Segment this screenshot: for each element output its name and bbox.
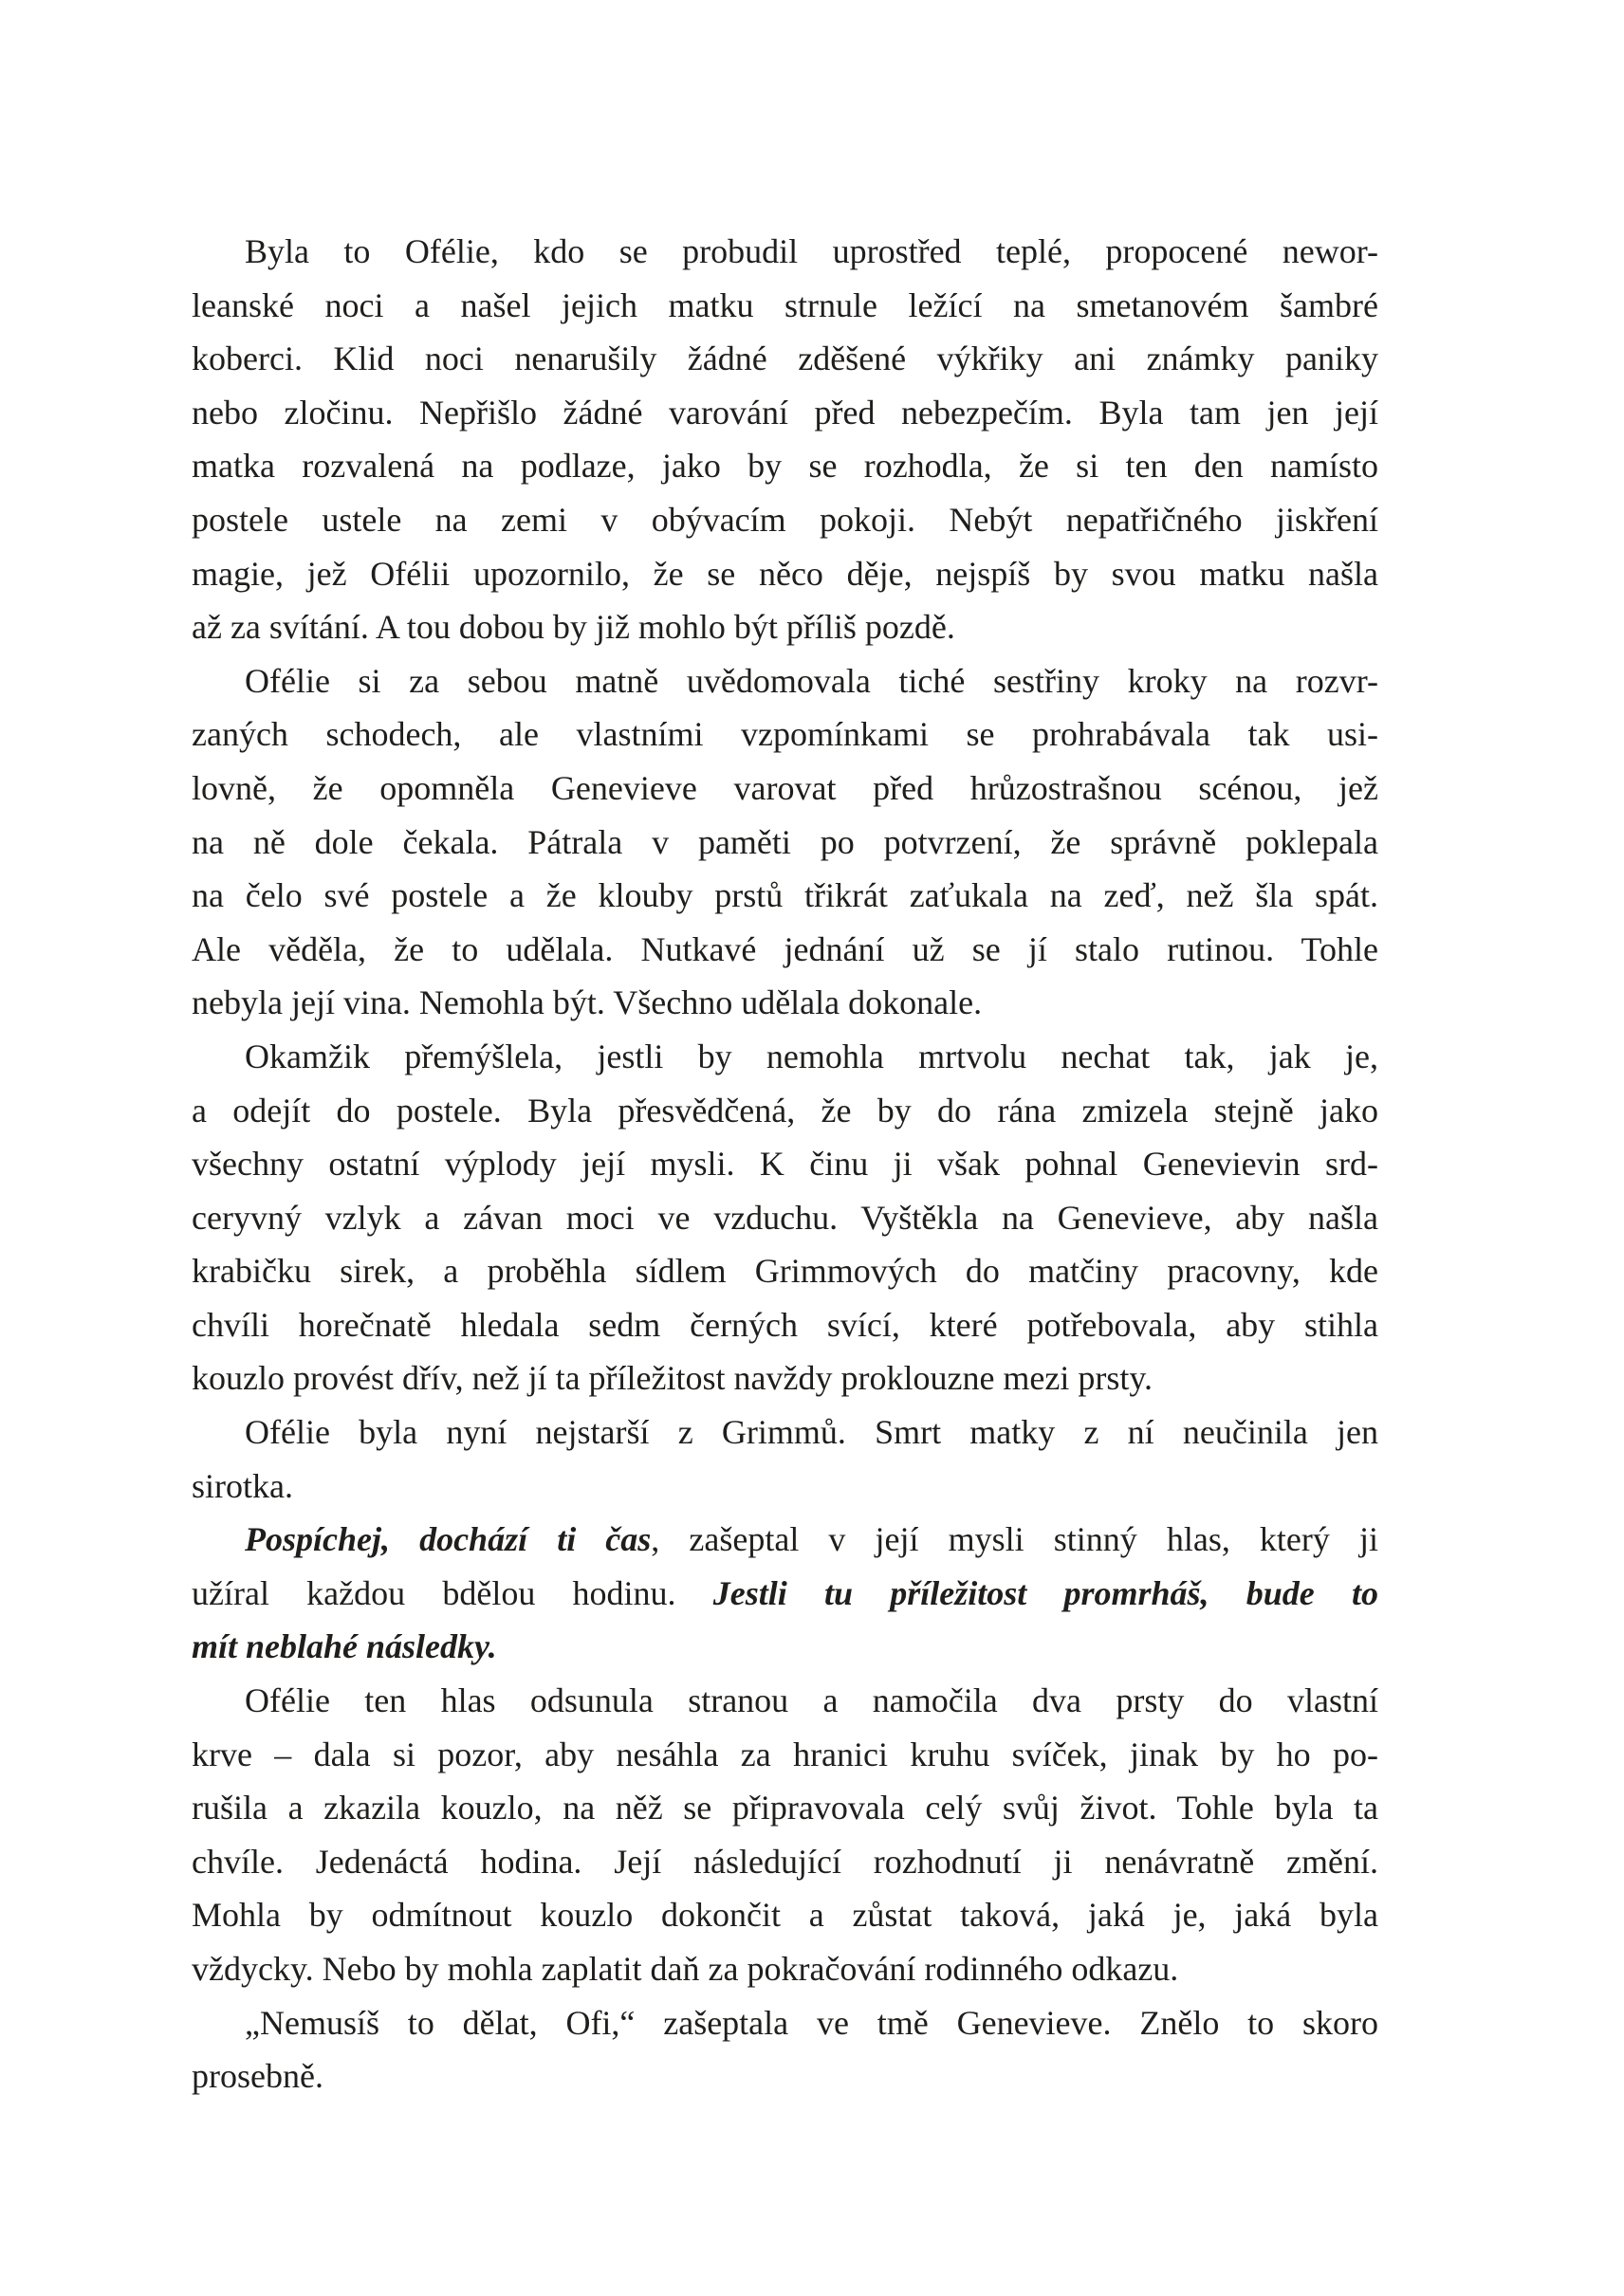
emphasized-text: Pospíchej, dochází ti čas <box>245 1520 652 1559</box>
text-segment: chvíli horečnatě hledala sedm černých svící, které potřebovala, aby stihla <box>192 1305 1378 1344</box>
text-segment: Ofélie byla nyní nejstarší z Grimmů. Smrt matky z ní neučinila jen <box>245 1413 1378 1452</box>
text-segment: na ně dole čekala. Pátrala v paměti po potvrzení, že správně poklepala <box>192 822 1378 861</box>
text-segment: Byla to Ofélie, kdo se probudil uprostřed teplé, propocené newor- <box>245 232 1378 270</box>
text-segment: nebyla její vina. Nemohla být. Všechno udělala dokonale. <box>192 983 983 1022</box>
text-line <box>192 1513 1378 1567</box>
text-line <box>192 1137 1378 1191</box>
text-segment: Ofélie si za sebou matně uvědomovala tiché sestřiny kroky na rozvr- <box>245 661 1378 700</box>
text-segment: Okamžik přemýšlela, jestli by nemohla mrtvolu nechat tak, jak je, <box>245 1037 1378 1075</box>
text-segment: prosebně. <box>192 2057 323 2096</box>
text-line <box>192 1942 1378 1996</box>
emphasized-text: mít neblahé následky. <box>192 1627 497 1666</box>
text-segment: krabičku sirek, a proběhla sídlem Grimmových do matčiny pracovny, kde <box>192 1252 1378 1291</box>
text-line <box>192 816 1378 870</box>
text-segment: matka rozvalená na podlaze, jako by se rozhodla, že si ten den namísto <box>192 447 1378 486</box>
text-segment: magie, jež Ofélii upozornilo, že se něco děje, nejspíš by svou matku našla <box>192 554 1378 593</box>
text-segment: krve – dala si pozor, aby nesáhla za hranici kruhu svíček, jinak by ho po- <box>192 1735 1378 1773</box>
text-line <box>192 386 1378 440</box>
paragraph <box>192 1996 1378 2103</box>
text-line <box>192 1084 1378 1138</box>
text-line <box>192 1728 1378 1782</box>
text-line <box>192 707 1378 762</box>
text-line <box>192 1191 1378 1245</box>
text-segment: postele ustele na zemi v obývacím pokoji. Nebýt nepatřičného jiskření <box>192 500 1378 539</box>
text-line <box>192 762 1378 816</box>
text-line <box>192 2049 1378 2103</box>
text-line <box>192 225 1378 279</box>
text-line <box>192 279 1378 333</box>
text-line <box>192 439 1378 493</box>
text-line <box>192 1835 1378 1889</box>
text-line <box>192 1674 1378 1728</box>
text-line <box>192 869 1378 923</box>
text-segment: nebo zločinu. Nepřišlo žádné varování před nebezpečím. Byla tam jen její <box>192 393 1378 432</box>
text-segment: až za svítání. A tou dobou by již mohlo být příliš pozdě. <box>192 608 955 647</box>
text-segment: a odejít do postele. Byla přesvědčená, že by do rána zmizela stejně jako <box>192 1091 1378 1130</box>
text-line <box>192 332 1378 386</box>
text-segment: rušila a zkazila kouzlo, na něž se připravovala celý svůj život. Tohle byla ta <box>192 1789 1378 1828</box>
paragraph <box>192 1513 1378 1674</box>
text-segment: Ale věděla, že to udělala. Nutkavé jednání už se jí stalo rutinou. Tohle <box>192 929 1378 968</box>
paragraph <box>192 654 1378 1030</box>
text-segment: kouzlo provést dřív, než jí ta příležitost navždy proklouzne mezi prsty. <box>192 1359 1153 1398</box>
text-line <box>192 976 1378 1030</box>
text-line <box>192 1351 1378 1405</box>
paragraph <box>192 1030 1378 1405</box>
text-segment: lovně, že opomněla Genevieve varovat před hrůzostrašnou scénou, jež <box>192 768 1378 807</box>
text-segment: , zašeptal v její mysli stinný hlas, který ji <box>651 1520 1378 1559</box>
text-segment: zaných schodech, ale vlastními vzpomínkami se prohrabávala tak usi- <box>192 715 1378 754</box>
text-line <box>192 493 1378 547</box>
text-line <box>192 1298 1378 1352</box>
text-line <box>192 1244 1378 1298</box>
page-text <box>192 225 1378 2103</box>
text-segment: sirotka. <box>192 1466 293 1505</box>
text-line <box>192 1460 1378 1514</box>
text-segment: na čelo své postele a že klouby prstů třikrát zaťukala na zeď, než šla spát. <box>192 876 1378 915</box>
text-line <box>192 600 1378 654</box>
text-segment: „Nemusíš to dělat, Ofi,“ zašeptala ve tmě Genevieve. Znělo to skoro <box>245 2003 1378 2042</box>
text-line <box>192 923 1378 977</box>
text-segment: chvíle. Jedenáctá hodina. Její následující rozhodnutí ji nenávratně změní. <box>192 1842 1378 1881</box>
text-line <box>192 654 1378 708</box>
emphasized-text: Jestli tu příležitost promrháš, bude to <box>712 1573 1379 1612</box>
text-segment: koberci. Klid noci nenarušily žádné zděšené výkřiky ani známky paniky <box>192 340 1378 378</box>
text-line <box>192 1781 1378 1835</box>
text-line <box>192 1030 1378 1084</box>
text-line <box>192 547 1378 601</box>
text-segment: ceryvný vzlyk a závan moci ve vzduchu. Vyštěkla na Genevieve, aby našla <box>192 1198 1378 1237</box>
text-segment: leanské noci a našel jejich matku strnule ležící na smetanovém šambré <box>192 285 1378 324</box>
paragraph <box>192 1405 1378 1513</box>
paragraph <box>192 1674 1378 1996</box>
text-line <box>192 1888 1378 1942</box>
text-segment: Ofélie ten hlas odsunula stranou a namočila dva prsty do vlastní <box>245 1681 1378 1720</box>
text-line <box>192 1405 1378 1460</box>
text-segment: vždycky. Nebo by mohla zaplatit daň za pokračování rodinného odkazu. <box>192 1950 1179 1988</box>
text-line <box>192 1620 1378 1674</box>
text-line <box>192 1567 1378 1621</box>
text-segment: všechny ostatní výplody její mysli. K činu ji však pohnal Genevievin srd- <box>192 1145 1378 1184</box>
text-segment: užíral každou bdělou hodinu. <box>192 1573 713 1612</box>
text-line <box>192 1996 1378 2050</box>
text-segment: Mohla by odmítnout kouzlo dokončit a zůstat taková, jaká je, jaká byla <box>192 1896 1378 1935</box>
paragraph <box>192 225 1378 654</box>
